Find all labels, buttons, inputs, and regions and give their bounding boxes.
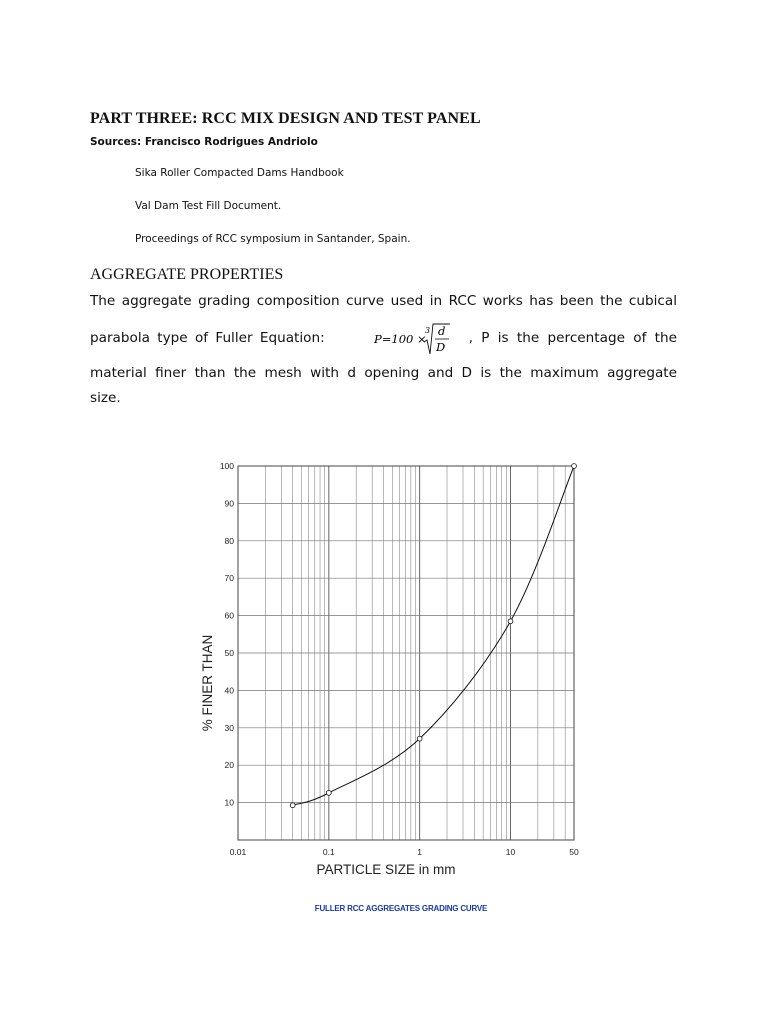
y-tick-label: 100 xyxy=(219,461,234,471)
y-tick-label: 30 xyxy=(224,722,234,733)
formula-root-index: 3 xyxy=(425,326,431,335)
y-tick-label: 20 xyxy=(224,760,234,771)
sources-label: Sources: Francisco Rodrigues Andriolo xyxy=(90,136,318,148)
x-tick-label: 1 xyxy=(417,847,423,857)
x-tick-label: 0.1 xyxy=(322,847,335,857)
source-item: Val Dam Test Fill Document. xyxy=(135,200,282,212)
paragraph-text: , P is the percentage of the xyxy=(468,330,677,346)
paragraph-line: The aggregate grading composition curve used in RCC works has been the cubical xyxy=(90,293,677,309)
formula-numerator: d xyxy=(438,324,446,338)
x-tick-label: 50 xyxy=(569,847,579,857)
data-point-marker xyxy=(417,736,422,741)
y-tick-label: 10 xyxy=(224,797,234,808)
section-heading: AGGREGATE PROPERTIES xyxy=(90,266,284,283)
source-item: Proceedings of RCC symposium in Santander, Spain. xyxy=(135,233,411,245)
paragraph-line: size. xyxy=(90,390,121,406)
y-tick-label: 50 xyxy=(224,648,234,658)
chart-caption: FULLER RCC AGGREGATES GRADING CURVE xyxy=(314,904,488,913)
document-title: PART THREE: RCC MIX DESIGN AND TEST PANEL xyxy=(90,110,481,127)
paragraph-text: parabola type of Fuller Equation: xyxy=(90,330,325,346)
data-point-marker xyxy=(290,803,295,808)
grading-curve-chart xyxy=(176,446,626,896)
y-tick-labels xyxy=(220,461,234,808)
formula-denominator: D xyxy=(436,340,446,354)
source-item: Sika Roller Compacted Dams Handbook xyxy=(135,167,344,179)
data-point-marker xyxy=(508,619,513,624)
y-tick-label: 80 xyxy=(224,535,234,546)
data-points xyxy=(290,464,576,808)
paragraph-equation-line xyxy=(90,326,677,360)
paragraph-line: material finer than the mesh with d opening and D is the maximum aggregate xyxy=(90,365,677,381)
formula-lhs: P=100 × xyxy=(374,332,427,346)
y-axis-label: % FINER THAN xyxy=(200,634,215,732)
y-tick-label: 40 xyxy=(224,685,234,696)
x-tick-label: 0.01 xyxy=(229,847,247,857)
y-tick-label: 90 xyxy=(224,498,234,509)
grading-curve-line xyxy=(293,466,574,805)
chart-grid-major xyxy=(238,466,574,840)
x-tick-labels xyxy=(230,847,579,857)
data-point-marker xyxy=(572,464,577,469)
x-tick-label: 10 xyxy=(505,847,516,857)
x-axis-label: PARTICLE SIZE in mm xyxy=(316,862,456,877)
data-point-marker xyxy=(326,790,331,795)
y-tick-label: 60 xyxy=(224,610,234,621)
y-tick-label: 70 xyxy=(224,573,234,584)
